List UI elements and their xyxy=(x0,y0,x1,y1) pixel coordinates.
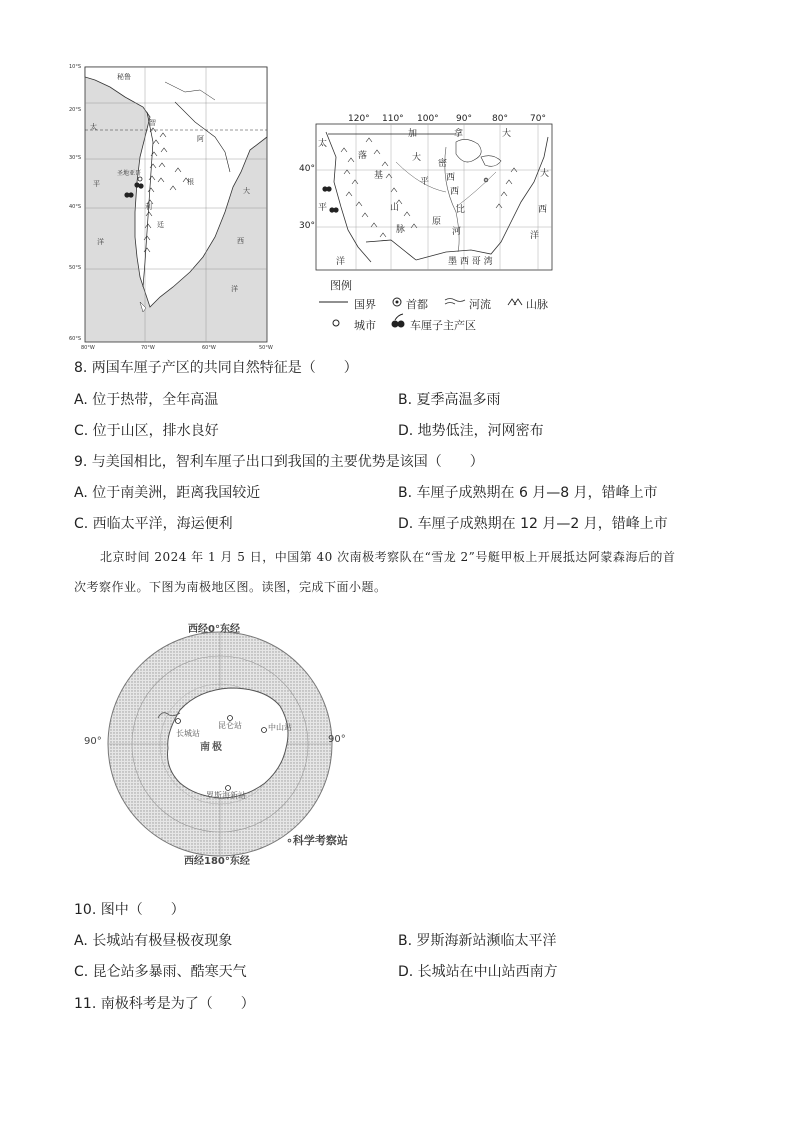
mississippi-label: 西 xyxy=(450,187,460,197)
legend-mountain: 山脉 xyxy=(526,298,548,311)
rocky-label: 山 xyxy=(390,203,400,213)
q10-stem: 10. 图中（ ） xyxy=(74,902,185,918)
lon-tick: 80°W xyxy=(81,345,95,351)
q8-option-c[interactable]: C. 位于山区，排水良好 xyxy=(74,423,219,439)
argentina-label-1: 阿 xyxy=(197,135,204,143)
changcheng-label: 长城站 xyxy=(176,729,200,738)
q11-stem: 11. 南极科考是为了（ ） xyxy=(74,996,255,1012)
q9-option-a[interactable]: A. 位于南美洲，距离我国较近 xyxy=(74,485,261,501)
atlantic-label-3: 洋 xyxy=(231,285,238,293)
lat-tick: 30° xyxy=(299,221,315,231)
q8-option-a[interactable]: A. 位于热带，全年高温 xyxy=(74,392,219,408)
south-america-map-graphic xyxy=(65,62,275,352)
canada-label: 拿 xyxy=(454,129,464,139)
legend-capital: 首都 xyxy=(406,298,428,311)
rocky-label: 落 xyxy=(358,151,368,161)
south-america-map xyxy=(65,62,275,352)
station-legend-icon: ∘ xyxy=(286,834,293,847)
intro-line-1: 北京时间 2024 年 1 月 5 日，中国第 40 次南极考察队在“雪龙 2”号艇甲板上开展抵达阿蒙森海后的首 xyxy=(100,550,676,564)
station-legend-text: 科学考察站 xyxy=(292,834,348,847)
legend-city: 城市 xyxy=(354,319,376,332)
santiago-label: 圣地亚哥 xyxy=(117,170,142,177)
q10-option-b[interactable]: B. 罗斯海新站濒临太平洋 xyxy=(398,933,557,949)
antarctica-label-2: 极 xyxy=(212,742,222,753)
lat-tick: 10°S xyxy=(69,64,82,70)
peru-label: 秘鲁 xyxy=(117,73,131,81)
lat-tick: 40°S xyxy=(69,204,82,210)
plain-label: 平 xyxy=(420,177,430,187)
legend-title: 图例 xyxy=(330,279,352,292)
q9-stem: 9. 与美国相比，智利车厘子出口到我国的主要优势是该国（ ） xyxy=(74,454,484,470)
mississippi-label: 密 xyxy=(438,159,448,169)
lon-tick: 100° xyxy=(417,114,439,124)
canada-label: 大 xyxy=(502,129,512,139)
rocky-label: 基 xyxy=(374,171,384,181)
lat-tick: 20°S xyxy=(69,107,82,113)
intro-line-2: 次考察作业。下图为南极地区图。读图，完成下面小题。 xyxy=(74,580,387,594)
lon-tick: 70°W xyxy=(141,345,155,351)
plain-label: 原 xyxy=(432,217,442,227)
west-90-label: 90° xyxy=(84,736,102,747)
legend-border: 国界 xyxy=(354,298,376,311)
lon-tick: 110° xyxy=(382,114,404,124)
pacific-label-1: 太 xyxy=(90,123,97,131)
chile-label-1: 智 xyxy=(149,119,156,127)
q8-option-d[interactable]: D. 地势低洼，河网密布 xyxy=(398,423,544,439)
rossnew-label: 罗斯海新站 xyxy=(206,791,246,800)
q9-option-c[interactable]: C. 西临太平洋，海运便利 xyxy=(74,516,233,532)
lon-tick: 80° xyxy=(492,114,508,124)
q10-option-a[interactable]: A. 长城站有极昼极夜现象 xyxy=(74,933,233,949)
north-america-map xyxy=(296,112,560,274)
canada-label: 加 xyxy=(408,129,418,139)
pacific-label-2: 平 xyxy=(93,180,100,188)
atlantic-label-1: 大 xyxy=(243,187,250,195)
pacific-label: 太 xyxy=(318,139,328,149)
atlantic-label: 西 xyxy=(538,205,548,215)
meridian-bottom-label: 西经180°东经 xyxy=(184,856,250,867)
q10-option-c[interactable]: C. 昆仑站多暴雨、酷寒天气 xyxy=(74,964,247,980)
station-legend xyxy=(286,832,348,848)
lat-tick: 50°S xyxy=(69,265,82,271)
q10-option-d[interactable]: D. 长城站在中山站西南方 xyxy=(398,964,558,980)
atlantic-label: 大 xyxy=(540,169,550,179)
gulf-label: 墨 西 哥 湾 xyxy=(448,257,493,267)
q9-option-b[interactable]: B. 车厘子成熟期在 6 月—8 月，错峰上市 xyxy=(398,485,658,501)
map-legend xyxy=(318,276,568,334)
lat-tick: 30°S xyxy=(69,155,82,161)
argentina-label-2: 根 xyxy=(187,178,194,186)
zhongshan-label: 中山站 xyxy=(268,723,292,732)
east-90-label: 90° xyxy=(328,734,346,745)
lat-tick: 40° xyxy=(299,164,315,174)
mississippi-label: 西 xyxy=(446,173,456,183)
north-america-map-graphic xyxy=(296,112,560,274)
lon-tick: 60°W xyxy=(202,345,216,351)
atlantic-label: 洋 xyxy=(530,231,540,241)
lat-tick: 60°S xyxy=(69,336,82,342)
pacific-label-3: 洋 xyxy=(97,238,104,246)
pacific-label: 洋 xyxy=(336,257,346,267)
chile-label-2: 利 xyxy=(145,203,152,211)
legend-cherry: 车厘子主产区 xyxy=(410,319,476,332)
legend-river: 河流 xyxy=(469,298,491,311)
mississippi-label: 河 xyxy=(452,227,462,237)
argentina-label-3: 廷 xyxy=(157,221,164,229)
mississippi-label: 比 xyxy=(456,205,466,215)
antarctica-map xyxy=(80,618,380,870)
q8-option-b[interactable]: B. 夏季高温多雨 xyxy=(398,392,501,408)
q9-option-d[interactable]: D. 车厘子成熟期在 12 月—2 月，错峰上市 xyxy=(398,516,668,532)
plain-label: 大 xyxy=(412,153,422,163)
lon-tick: 50°W xyxy=(259,345,273,351)
lon-tick: 70° xyxy=(530,114,546,124)
lon-tick: 120° xyxy=(348,114,370,124)
antarctica-label-1: 南 xyxy=(200,742,210,753)
pacific-label: 平 xyxy=(318,203,328,213)
rocky-label: 脉 xyxy=(396,225,406,235)
q8-stem: 8. 两国车厘子产区的共同自然特征是（ ） xyxy=(74,360,358,376)
atlantic-label-2: 西 xyxy=(237,237,244,245)
meridian-top-label: 西经0°东经 xyxy=(188,624,240,635)
lon-tick: 90° xyxy=(456,114,472,124)
kunlun-label: 昆仑站 xyxy=(218,721,242,730)
